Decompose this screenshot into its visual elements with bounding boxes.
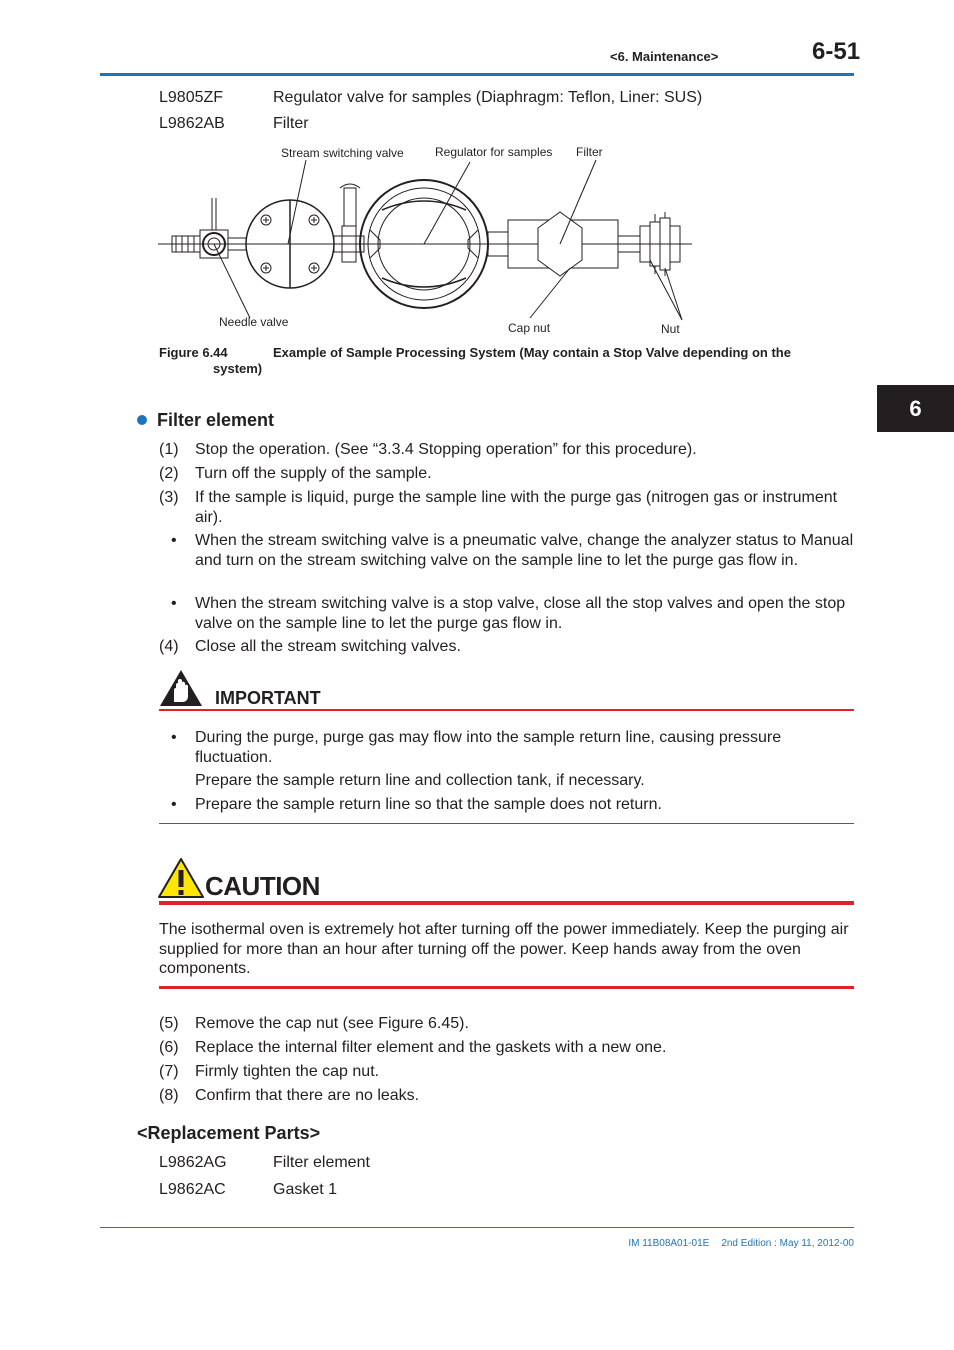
footer-doc-id: IM 11B08A01-01E: [628, 1238, 710, 1249]
bullet-mark: •: [171, 595, 177, 612]
caution-top-rule: [159, 901, 854, 905]
sample-processing-figure: [150, 140, 710, 340]
footer-edition: 2nd Edition : May 11, 2012-00: [721, 1238, 854, 1249]
step-number: (5): [159, 1015, 179, 1032]
important-bullet-text: During the purge, purge gas may flow into the sample return line, causing pressure fluctuation.: [195, 729, 782, 766]
step-text: Firmly tighten the cap nut.: [195, 1063, 380, 1080]
caution-warning-icon: [157, 857, 205, 904]
important-top-rule: [159, 709, 854, 711]
caution-bottom-rule: [159, 986, 854, 989]
part-code: L9862AG: [159, 1154, 227, 1171]
important-bottom-rule: [159, 823, 854, 824]
important-title: IMPORTANT: [215, 688, 321, 708]
step-text: Confirm that there are no leaks.: [195, 1087, 420, 1104]
label-nut: Nut: [661, 322, 680, 336]
step-text: Close all the stream switching valves.: [195, 638, 461, 655]
footer-rule: [100, 1227, 854, 1228]
part-description: Regulator valve for samples (Diaphragm: Teflon, Liner: SUS): [273, 89, 703, 106]
footer: [100, 1238, 854, 1249]
step-text: Remove the cap nut (see Figure 6.45).: [195, 1015, 469, 1032]
bullet-mark: •: [171, 729, 177, 746]
important-bullet-text: Prepare the sample return line so that the sample does not return.: [195, 796, 662, 813]
caution-text: The isothermal oven is extremely hot after turning off the power immediately. Keep the purging air supplied for more than an hour after turning off the power. Keep hands away from the oven components.: [159, 921, 849, 977]
chapter-side-tab: 6: [877, 385, 954, 432]
step-text: Turn off the supply of the sample.: [195, 465, 432, 482]
step-text: Stop the operation. (See “3.3.4 Stopping operation” for this procedure).: [195, 441, 697, 458]
important-note: Prepare the sample return line and collection tank, if necessary.: [195, 772, 645, 789]
sub-bullet-text: When the stream switching valve is a stop valve, close all the stop valves and open the stop valve on the sample line to let the purge gas flow in.: [195, 595, 846, 632]
page-number: 6-51: [812, 38, 861, 65]
part-code: L9862AC: [159, 1181, 226, 1198]
label-regulator: Regulator for samples: [435, 145, 553, 159]
important-hand-icon: [159, 669, 203, 712]
step-number: (4): [159, 638, 179, 655]
step-number: (8): [159, 1087, 179, 1104]
bullet-mark: •: [171, 796, 177, 813]
figure-caption-text: Example of Sample Processing System (May contain a Stop Valve depending on the: [273, 345, 791, 360]
part-description: Gasket 1: [273, 1181, 338, 1198]
figure-caption-number: Figure 6.44: [159, 345, 228, 360]
figure-caption: [159, 345, 849, 377]
filter-element-heading-text: Filter element: [157, 410, 275, 430]
step-text: Replace the internal filter element and the gaskets with a new one.: [195, 1039, 667, 1056]
step-number: (6): [159, 1039, 179, 1056]
label-filter: Filter: [576, 145, 603, 159]
part-description: Filter: [273, 115, 309, 132]
step-number: (3): [159, 489, 179, 506]
label-needle-valve: Needle valve: [219, 315, 289, 329]
label-cap-nut: Cap nut: [508, 321, 551, 335]
step-number: (1): [159, 441, 179, 458]
part-code: L9862AB: [159, 115, 225, 132]
part-code: L9805ZF: [159, 89, 224, 106]
figure-caption-cont: system): [213, 361, 263, 376]
bullet-mark: •: [171, 532, 177, 549]
header-rule: [100, 73, 854, 76]
replacement-parts-heading: <Replacement Parts>: [137, 1123, 321, 1143]
label-stream-switching-valve: Stream switching valve: [281, 146, 404, 160]
step-text: If the sample is liquid, purge the sample line with the purge gas (nitrogen gas or instrument air).: [195, 489, 838, 526]
sub-bullet-text: When the stream switching valve is a pneumatic valve, change the analyzer status to Manual and turn on the stream switching valve on the sample line to let the purge gas flow in.: [195, 532, 854, 569]
system-diagram: [150, 140, 710, 340]
caution-title: CAUTION: [205, 871, 320, 901]
step-number: (7): [159, 1063, 179, 1080]
header-section-title: <6. Maintenance>: [610, 49, 719, 64]
bullet-icon: [137, 415, 147, 425]
step-number: (2): [159, 465, 179, 482]
part-description: Filter element: [273, 1154, 370, 1171]
filter-element-heading: [137, 410, 274, 431]
